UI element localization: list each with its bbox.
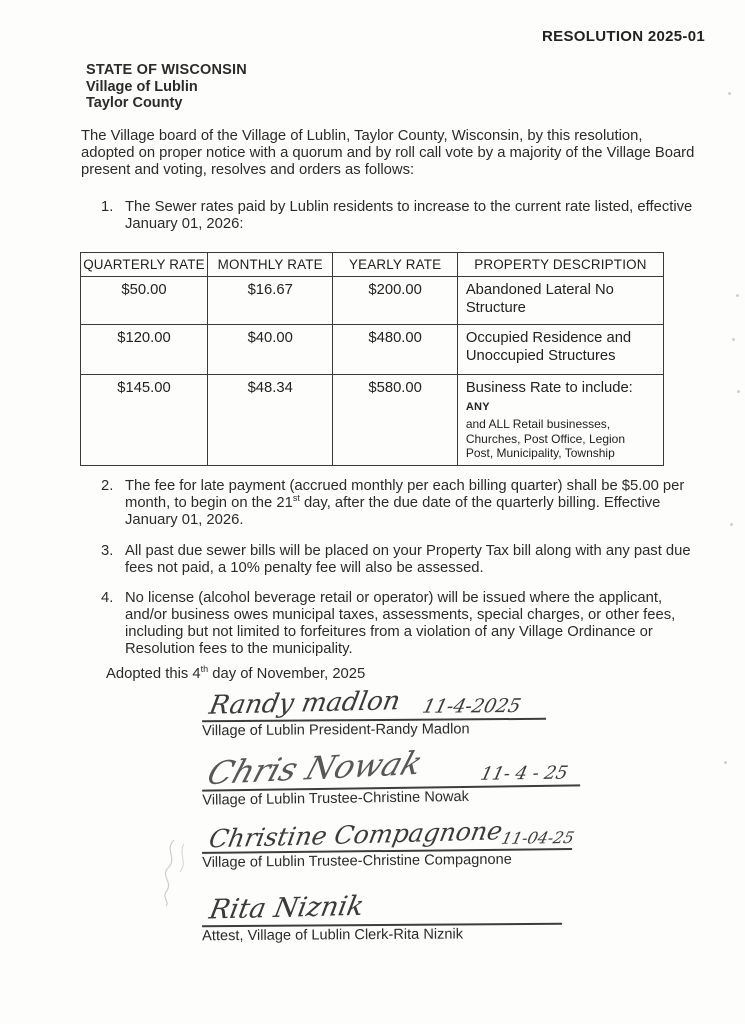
resolution-item-3 [101, 543, 693, 577]
signature-handwriting: Christine Compagnone [206, 816, 505, 854]
item-text-pre: The Sewer rates paid by Lublin residents to increase to the current rate listed, effective January 01, 2026: [125, 199, 693, 232]
item-text [125, 590, 689, 658]
ordinal-superscript: th [200, 664, 209, 675]
table-row [81, 375, 664, 466]
col-header-yearly-rate: YEARLY RATE [333, 253, 457, 277]
signature-block-trustee-compagnone [202, 816, 576, 871]
resolution-item-2 [101, 478, 697, 529]
col-header-property-description: PROPERTY DESCRIPTION [457, 253, 663, 277]
resolution-number: RESOLUTION 2025-01 [542, 28, 705, 45]
item-text-pre: All past due sewer bills will be placed on your Property Tax bill along with any past due fees not paid, a 10% penalty fee will also be assessed. [125, 543, 691, 576]
cell-property-description [457, 375, 663, 466]
scan-speck [737, 390, 740, 393]
description-main: Business Rate to include: [465, 380, 633, 396]
col-header-quarterly-rate: QUARTERLY RATE [81, 253, 208, 277]
cell-quarterly-rate: $120.00 [81, 325, 208, 375]
cell-yearly-rate: $480.00 [333, 325, 457, 375]
cell-monthly-rate: $16.67 [207, 277, 332, 325]
item-text-pre: No license (alcohol beverage retail or operator) will be issued where the applicant, and/or business owes municipal taxes, assessments, special charges, or other fees, including but not limited to forfeitures from a violation of any Village Ordinance or Resolution fees to the municipality. [125, 590, 676, 657]
table-row [81, 325, 664, 375]
adopted-post: day of November, 2025 [208, 666, 366, 682]
cell-quarterly-rate: $145.00 [81, 375, 208, 466]
item-number: 1. [101, 199, 114, 215]
cell-yearly-rate: $200.00 [333, 277, 457, 325]
signature-handwriting: Randy madlon [206, 686, 403, 721]
col-header-monthly-rate: MONTHLY RATE [207, 253, 332, 277]
signature-date-handwriting: 11- 4 - 25 [478, 762, 571, 785]
table-row [81, 277, 664, 325]
ordinal-superscript: st [292, 493, 300, 504]
adoption-date-line [106, 666, 365, 682]
scan-speck [732, 338, 735, 341]
scan-speck [736, 294, 739, 297]
signature-line [202, 891, 562, 928]
table-header-row [81, 253, 664, 277]
signature-label: Village of Lublin President-Randy Madlon [202, 721, 470, 740]
adopted-pre: Adopted this 4 [106, 666, 201, 682]
signature-date-handwriting: 11-04-25 [499, 828, 576, 848]
cell-monthly-rate: $40.00 [207, 325, 332, 375]
item-text [125, 199, 693, 233]
item-number: 2. [101, 478, 114, 494]
signature-block-president [202, 687, 546, 739]
letterhead-state: STATE OF WISCONSIN [86, 62, 247, 78]
signature-block-clerk [202, 891, 562, 945]
letterhead-village: Village of Lublin [86, 78, 198, 95]
signature-label: Village of Lublin Trustee-Christine Nowak [202, 788, 470, 809]
cell-property-description: Occupied Residence and Unoccupied Structures [457, 325, 663, 375]
signature-handwriting: Rita Niznik [206, 890, 367, 926]
intro-paragraph: The Village board of the Village of Lublin, Taylor County, Wisconsin, by this resolution, adopted on proper notice with a quorum and by roll call vote by a majority of the Village Board present and voting, resolves and orders as follows: [81, 128, 695, 178]
item-number: 3. [101, 543, 114, 559]
letterhead [86, 62, 247, 112]
cell-quarterly-rate: $50.00 [81, 277, 208, 325]
sewer-rates-table [80, 252, 664, 466]
signature-label: Village of Lublin Trustee-Christine Compagnone [202, 851, 512, 871]
scan-speck [730, 523, 733, 526]
item-text-post: day, after the due date of the quarterly billing. Effective January 01, 2026. [125, 495, 661, 528]
signature-line [202, 816, 576, 854]
signature-line [202, 687, 546, 722]
cell-monthly-rate: $48.34 [207, 375, 332, 466]
signature-block-trustee-nowak [202, 745, 581, 808]
letterhead-county: Taylor County [86, 95, 183, 111]
scan-speck [728, 92, 731, 95]
item-text [125, 543, 693, 577]
scan-speck [724, 761, 727, 764]
cell-property-description: Abandoned Lateral No Structure [457, 277, 663, 325]
signature-line [202, 745, 581, 791]
signature-handwriting: Chris Nowak [202, 743, 428, 793]
resolution-item-4 [101, 590, 689, 658]
description-note: and ALL Retail businesses, Churches, Post Office, Legion Post, Municipality, Township [465, 417, 626, 460]
item-number: 4. [101, 590, 114, 606]
description-caps: ANY [465, 401, 490, 413]
signature-label: Attest, Village of Lublin Clerk-Rita Niznik [202, 926, 464, 945]
item-text [125, 478, 697, 529]
stray-pen-mark [144, 838, 204, 908]
item-text-pre: The fee for late payment (accrued monthly per each billing quarter) shall be $5.00 per month, to begin on the 21 [125, 478, 685, 511]
resolution-item-1 [101, 199, 693, 233]
signature-date-handwriting: 11-4-2025 [419, 694, 523, 718]
cell-yearly-rate: $580.00 [333, 375, 457, 466]
